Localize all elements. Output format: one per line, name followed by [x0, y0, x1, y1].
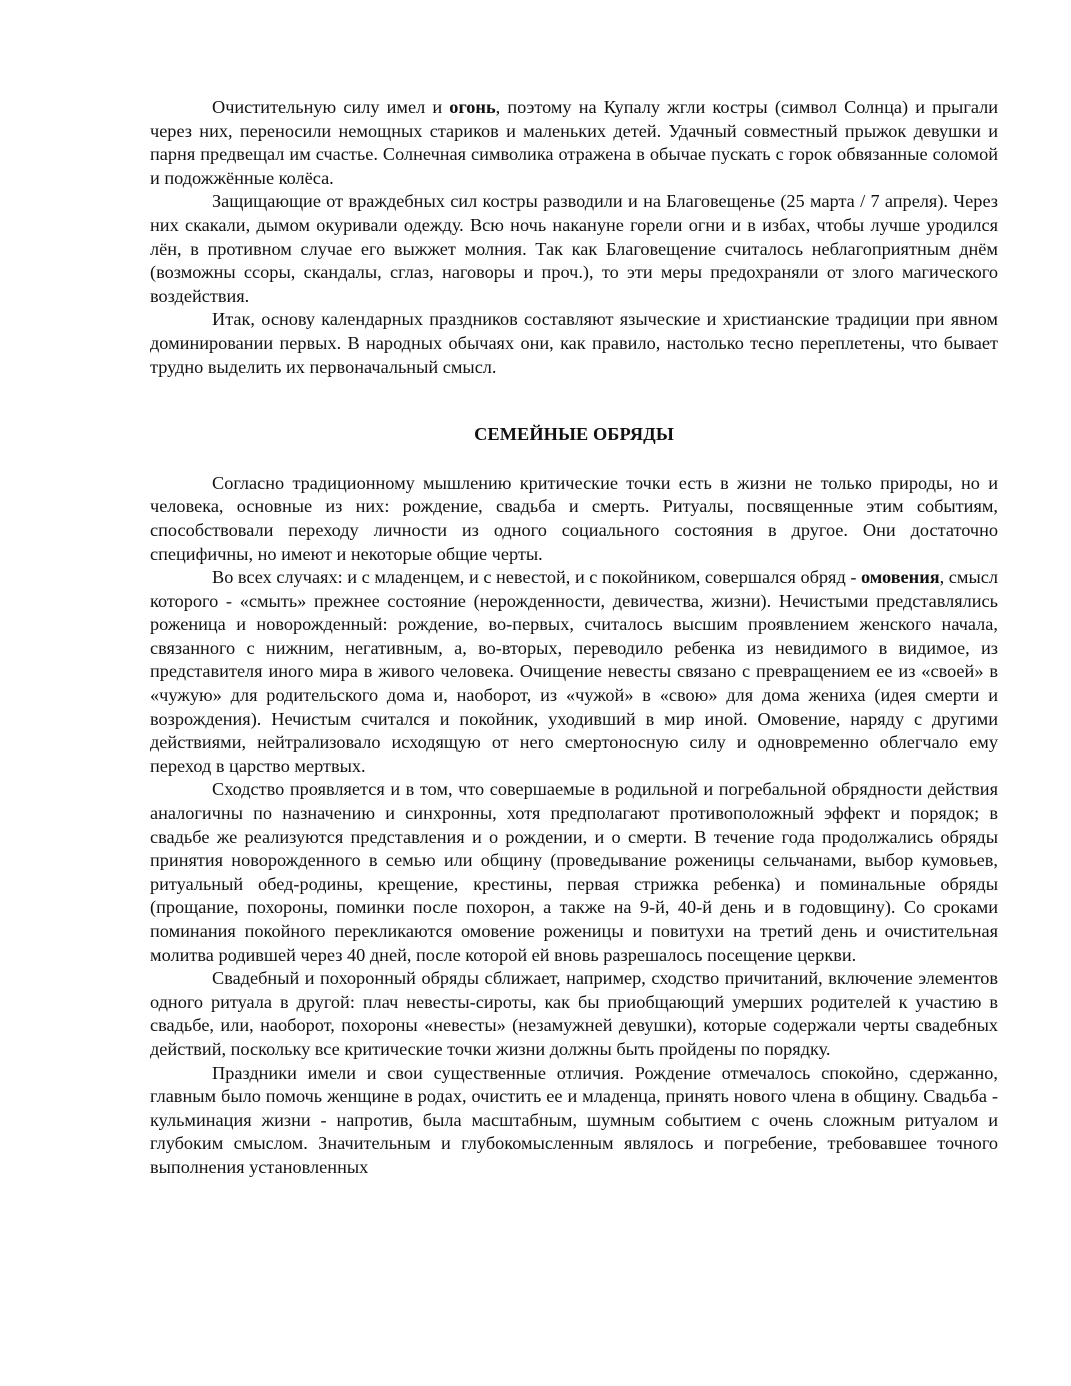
paragraph-similarity: Сходство проявляется и в том, что совершаемые в родильной и погребальной обрядности действия аналогичны по назначению и синхронны, хотя предполагают противоположный эффект и порядок; в свадьбе же реализуются представления и о рождении, и о смерти. В течение года продолжались обряды принятия новорожденного в семью или общину (проведывание роженицы сельчанами, выбор кумовьев, ритуальный обед-родины, крещение, крестины, первая стрижка ребенка) и поминальные обряды (прощание, похороны, поминки после похорон, а также на 9-й, 40-й день и в годовщину). Со сроками поминания покойного перекликаются омовение роженицы и повитухи на третий день и очистительная молитва родившей через 40 дней, после которой ей вновь разрешалось посещение церкви. [150, 779, 998, 965]
paragraph-wedding-funeral: Свадебный и похоронный обряды сближает, например, сходство причитаний, включение элементов одного ритуала в другой: плач невесты-сироты, как бы приобщающий умерших родителей к участию в свадьбе, или, наоборот, похороны «невесты» (незамужней девушки), которые содержали черты свадебных действий, поскольку все критические точки жизни должны быть пройдены по порядку. [150, 968, 998, 1059]
paragraph-ablution-start: Во всех случаях: и с младенцем, и с невестой, и с покойником, совершался обряд - [212, 567, 861, 588]
paragraph-ablution [150, 566, 998, 778]
paragraph-ablution-rest: , смысл которого - «смыть» прежнее состояние (нерожденности, девичества, жизни). Нечистыми представлялись роженица и новорожденный: рождение, во-первых, считалось высшим проявлением женского начала, связанного с нижним, негативным, а, во-вторых, переводило ребенка из невидимого в видимое, из представителя иного мира в живого человека. Очищение невесты связано с превращением ее из «своей» в «чужую» для родительского дома и, наоборот, из «чужой» в «свою» для дома жениха (идея смерти и возрождения). Нечистым считался и покойник, уходивший в мир иной. Омовение, наряду с другими действиями, нейтрализовало исходящую от него смертоносную силу и одновременно облегчало ему переход в царство мертвых. [150, 567, 998, 776]
paragraph-conclusion: Итак, основу календарных праздников составляют языческие и христианские традиции при явном доминировании первых. В народных обычаях они, как правило, настолько тесно переплетены, что бывает трудно выделить их первоначальный смысл. [150, 309, 998, 377]
term-ablution: омовения [861, 567, 940, 588]
paragraph-fire-rest: , поэтому на Купалу жгли костры (символ Солнца) и прыгали через них, переносили немощных стариков и маленьких детей. Удачный совместный прыжок девушки и парня предвещал им счастье. Солнечная символика отражена в обычае пускать с горок обвязанные соломой и подожжённые колёса. [150, 97, 998, 188]
term-fire: огонь [449, 97, 496, 117]
paragraph-fire [150, 96, 998, 190]
document-page [150, 96, 998, 1180]
paragraph-annunciation: Защищающие от враждебных сил костры разводили и на Благовещенье (25 марта / 7 апреля). Через них скакали, дымом окуривали одежду. Всю ночь накануне горели огни и в избах, чтобы лучше уродился лён, в противном случае его выжжет молния. Так как Благовещение считалось неблагоприятным днём (возможны ссоры, скандалы, сглаз, наговоры и проч.), то эти меры предохраняли от злого магического воздействия. [150, 191, 998, 306]
paragraph-differences: Праздники имели и свои существенные отличия. Рождение отмечалось спокойно, сдержанно, главным было помочь женщине в родах, очистить ее и младенца, принять нового члена в общину. Свадьба - кульминация жизни - напротив, была масштабным, шумным событием с очень сложным ритуалом и глубоким смыслом. Значительным и глубокомысленным являлось и погребение, требовавшее точного выполнения установленных [150, 1062, 998, 1177]
section-heading: СЕМЕЙНЫЕ ОБРЯДЫ [474, 424, 674, 445]
paragraph-fire-start: Очистительную силу имел и [212, 97, 450, 117]
paragraph-critical-points: Согласно традиционному мышлению критические точки есть в жизни не только природы, но и человека, основные из них: рождение, свадьба и смерть. Ритуалы, посвященные этим событиям, способствовали переходу личности из одного социального состояния в другое. Они достаточно специфичны, но имеют и некоторые общие черты. [150, 472, 998, 564]
